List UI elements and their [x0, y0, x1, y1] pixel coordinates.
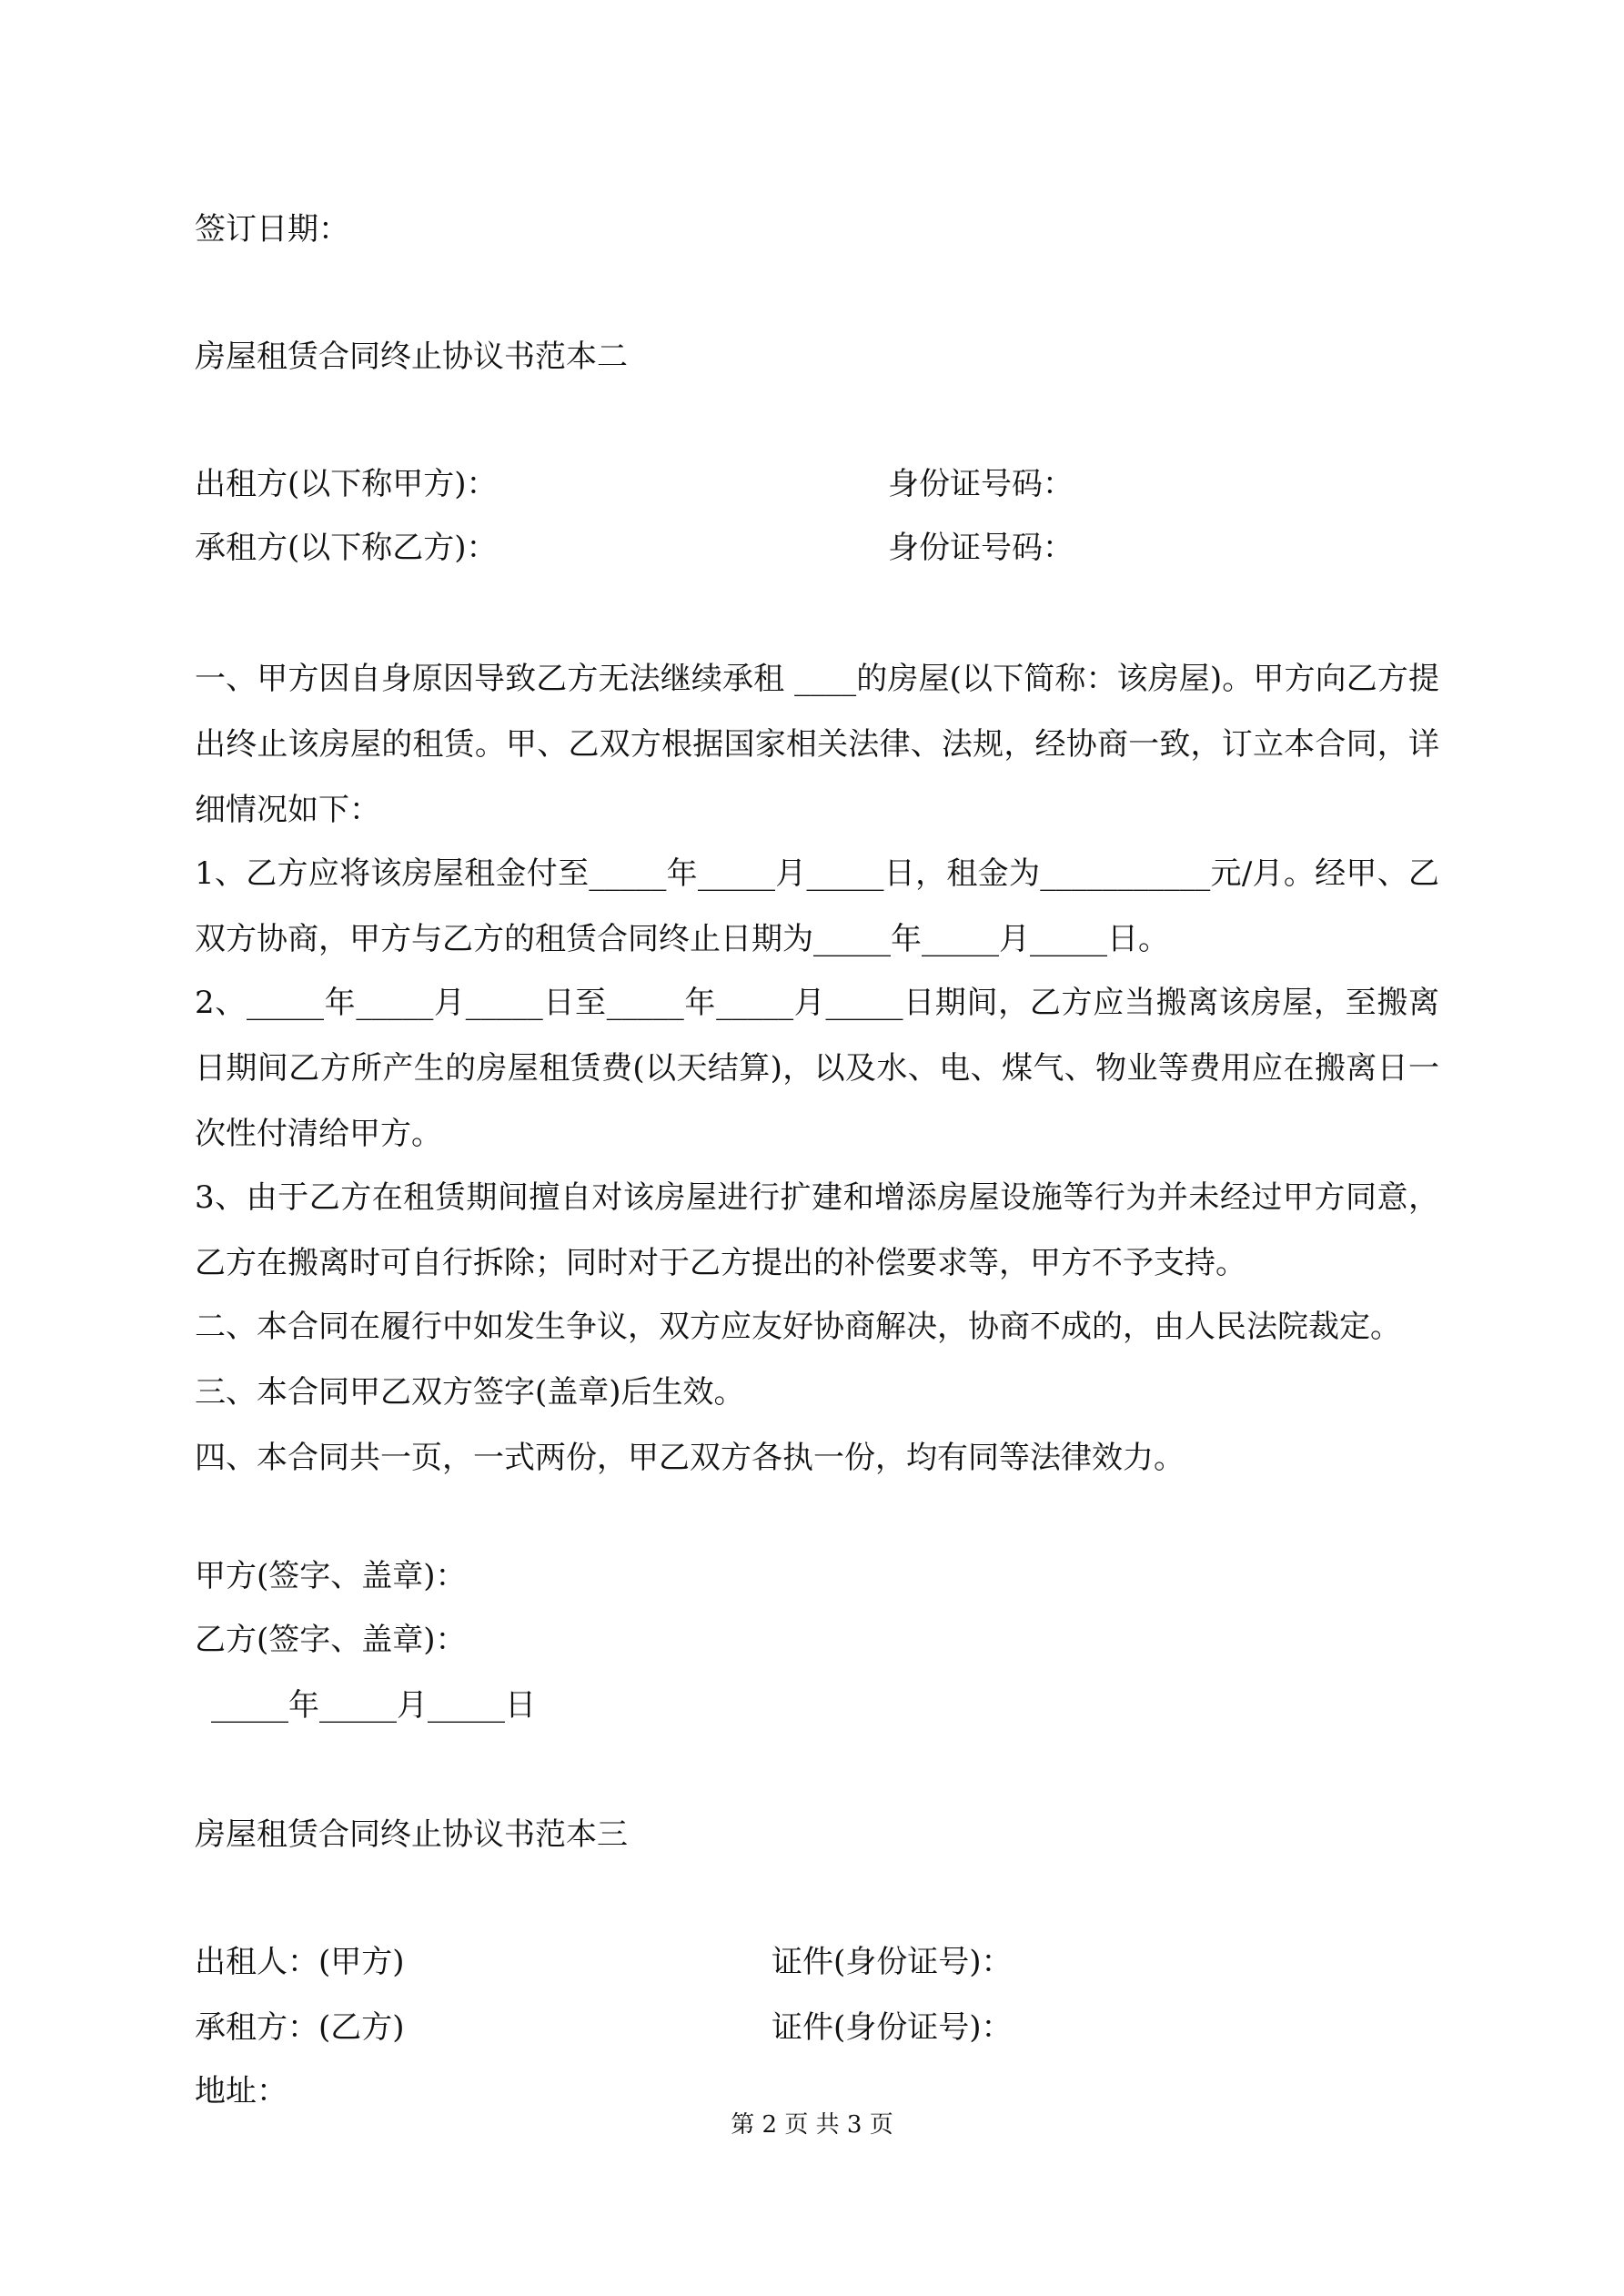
lessee-id-label: 身份证号码： — [888, 530, 1074, 566]
lessor-id-label: 身份证号码： — [888, 466, 1074, 502]
signing-date-blank: _____年_____月_____日 — [211, 1687, 536, 1724]
lessor-label-3: 出租人：(甲方) — [195, 1944, 405, 1980]
lessor-label: 出租方(以下称甲方)： — [195, 466, 498, 502]
lessee-id-label-3: 证件(身份证号)： — [772, 2009, 1013, 2046]
clause-4: 四、本合同共一页，一式两份，甲乙双方各执一份，均有同等法律效力。 — [195, 1440, 1185, 1476]
page-number-footer: 第 2 页 共 3 页 — [731, 2111, 893, 2139]
clause-3: 三、本合同甲乙双方签字(盖章)后生效。 — [195, 1374, 745, 1411]
address-label: 地址： — [195, 2073, 287, 2109]
section2-title: 房屋租赁合同终止协议书范本二 — [195, 339, 628, 375]
lessor-id-label-3: 证件(身份证号)： — [772, 1944, 1013, 1980]
lessee-label-3: 承租方：(乙方) — [195, 2009, 405, 2046]
clause-1: 一、甲方因自身原因导致乙方无法继续承租 ____的房屋(以下简称：该房屋)。甲方向乙方提出终止该房屋的租赁。甲、乙双方根据国家相关法律、法规，经协商一致，订立本合同，详细情况如下： — [195, 661, 1439, 828]
clause-1-item-3: 3、由于乙方在租赁期间擅自对该房屋进行扩建和增添房屋设施等行为并未经过甲方同意，乙方在搬离时可自行拆除；同时对于乙方提出的补偿要求等，甲方不予支持。 — [195, 1179, 1439, 1281]
clause-2: 二、本合同在履行中如发生争议，双方应友好协商解决，协商不成的，由人民法院裁定。 — [195, 1309, 1401, 1345]
clause-1-item-2: 2、_____年_____月_____日至_____年_____月_____日期间，乙方应当搬离该房屋，至搬离日期间乙方所产生的房屋租赁费(以天结算)，以及水、电、煤气、物业等费用应在搬离日一次性付清给甲方。 — [195, 985, 1439, 1152]
clause-1-item-1: 1、乙方应将该房屋租金付至_____年_____月_____日，租金为___________元/月。经甲、乙双方协商，甲方与乙方的租赁合同终止日期为_____年_____月_____日。 — [195, 855, 1439, 957]
section3-title: 房屋租赁合同终止协议书范本三 — [195, 1816, 628, 1853]
lessee-label: 承租方(以下称乙方)： — [195, 530, 498, 566]
sign-date-label: 签订日期： — [195, 211, 349, 248]
party-b-signature-label: 乙方(签字、盖章)： — [195, 1622, 467, 1658]
party-a-signature-label: 甲方(签字、盖章)： — [195, 1558, 467, 1594]
